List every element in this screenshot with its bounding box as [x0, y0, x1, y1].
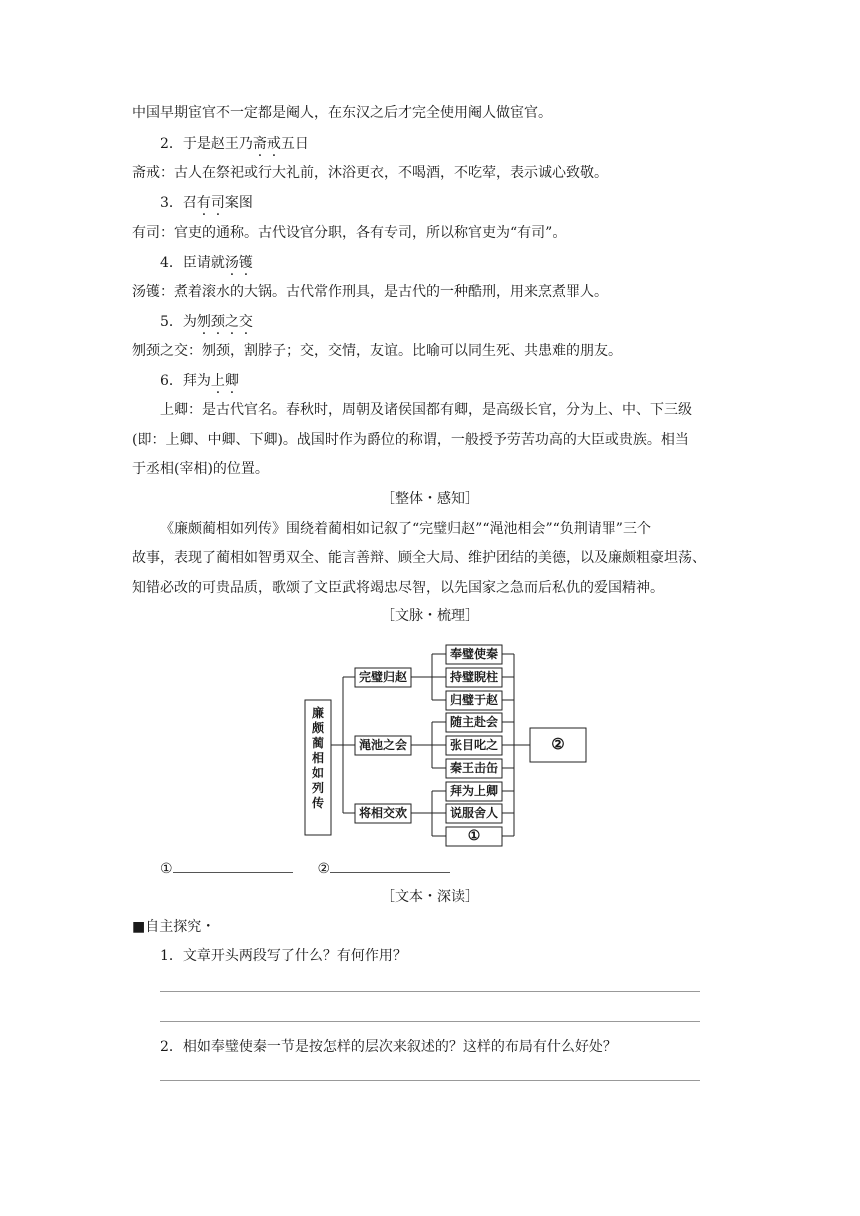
- note-4-explanation: 汤镬：煮着滚水的大锅。古代常作刑具，是古代的一种酷刑，用来烹煮罪人。: [132, 284, 608, 300]
- overview-paragraph: 《廉颇蔺相如列传》围绕着蔺相如记叙了“完璧归赵”“渑池相会”“负荆请罪”三个: [160, 521, 651, 537]
- question-1: 1．文章开头两段写了什么？有何作用？: [160, 948, 407, 964]
- dotted-char: 上: [210, 373, 225, 389]
- answer-line[interactable]: [160, 991, 700, 992]
- self-study-heading: ■自主探究・: [132, 919, 216, 935]
- diagram-item-label: 张目叱之: [449, 738, 498, 752]
- dotted-char: 司: [210, 195, 225, 211]
- diagram-blank-2: ②: [551, 735, 565, 753]
- overview-paragraph: 知错必改的可贵品质，歌颂了文臣武将竭忠尽智，以先国家之急而后私仇的爱国精神。: [132, 580, 664, 596]
- note-6-explanation: (即：上卿、中卿、下卿)。战国时作为爵位的称谓，一般授予劳苦功高的大臣或贵族。相当: [132, 432, 689, 448]
- diagram-item-label: 随主赴会: [449, 715, 498, 729]
- dotted-char: 刎: [196, 314, 211, 330]
- dotted-char: 有: [196, 195, 211, 211]
- diagram-item-label: 奉璧使秦: [449, 647, 498, 661]
- diagram-item-label: 拜为上卿: [449, 784, 498, 798]
- note-4-heading: [160, 253, 253, 273]
- text-line: 中国早期宦官不一定都是阉人，在东汉之后才完全使用阉人做宦官。: [132, 105, 552, 121]
- note-5-explanation: 刎颈之交：刎颈，割脖子；交，交情，友谊。比喻可以同生死、共患难的朋友。: [132, 343, 622, 359]
- note-text: 6．拜为: [160, 373, 211, 389]
- diagram-item-label: 秦王击缶: [449, 761, 498, 775]
- dotted-char: 镬: [238, 255, 253, 271]
- note-text: 5．为: [160, 314, 197, 330]
- dotted-char: 交: [238, 314, 253, 330]
- dotted-char: 斋: [252, 136, 267, 152]
- dotted-char: 颈: [210, 314, 225, 330]
- note-text: 4．臣请就: [160, 255, 225, 271]
- dotted-char: 卿: [224, 373, 239, 389]
- answer-line[interactable]: [160, 1080, 700, 1081]
- structure-diagram: [0, 640, 860, 860]
- section-heading-reading: ［文本・深读］: [381, 889, 479, 905]
- note-text: 2．于是赵王乃: [160, 136, 253, 152]
- blank-2-line[interactable]: [330, 858, 450, 873]
- question-2: 2．相如奉璧使秦一节是按怎样的层次来叙述的？这样的布局有什么好处？: [160, 1039, 617, 1055]
- diagram-root-label: 廉颇蔺相如列传: [311, 706, 324, 810]
- dotted-char: 戒: [266, 136, 281, 152]
- note-text: 五日: [280, 136, 309, 152]
- section-heading-outline: ［文脉・梳理］: [381, 608, 479, 624]
- fill-blank-row: [160, 858, 450, 879]
- note-6-heading: [160, 371, 239, 391]
- diagram-group-label: 渑池之会: [358, 738, 407, 752]
- note-6-explanation: 于丞相(宰相)的位置。: [132, 461, 269, 477]
- note-text: 3．召: [160, 195, 197, 211]
- note-text: 案图: [224, 195, 253, 211]
- blank-1-line[interactable]: [173, 858, 293, 873]
- blank-1-marker: ①: [160, 861, 173, 877]
- diagram-group-label: 完璧归赵: [358, 670, 407, 684]
- note-2-heading: [160, 134, 309, 154]
- overview-paragraph: 故事，表现了蔺相如智勇双全、能言善辩、顾全大局、维护团结的美德，以及廉颇粗豪坦荡、: [132, 550, 706, 566]
- dotted-char: 汤: [224, 255, 239, 271]
- note-6-explanation: 上卿：是古代官名。春秋时，周朝及诸侯国都有卿，是高级长官，分为上、中、下三级: [160, 402, 692, 418]
- section-heading-overview: ［整体・感知］: [381, 491, 479, 507]
- diagram-blank-1: ①: [467, 828, 481, 844]
- note-3-explanation: 有司：官吏的通称。古代设官分职，各有专司，所以称官吏为“有司”。: [132, 225, 567, 241]
- diagram-item-label: 说服舍人: [449, 806, 498, 820]
- note-3-heading: [160, 193, 253, 213]
- diagram-group-label: 将相交欢: [358, 806, 407, 820]
- dotted-char: 之: [224, 314, 239, 330]
- note-2-explanation: 斋戒：古人在祭祀或行大礼前，沐浴更衣，不喝酒，不吃荤，表示诚心致敬。: [132, 165, 608, 181]
- blank-2-marker: ②: [317, 861, 331, 877]
- diagram-item-label: 归璧于赵: [449, 693, 498, 707]
- answer-line[interactable]: [160, 1021, 700, 1022]
- diagram-item-label: 持璧睨柱: [449, 670, 498, 684]
- note-5-heading: [160, 312, 253, 332]
